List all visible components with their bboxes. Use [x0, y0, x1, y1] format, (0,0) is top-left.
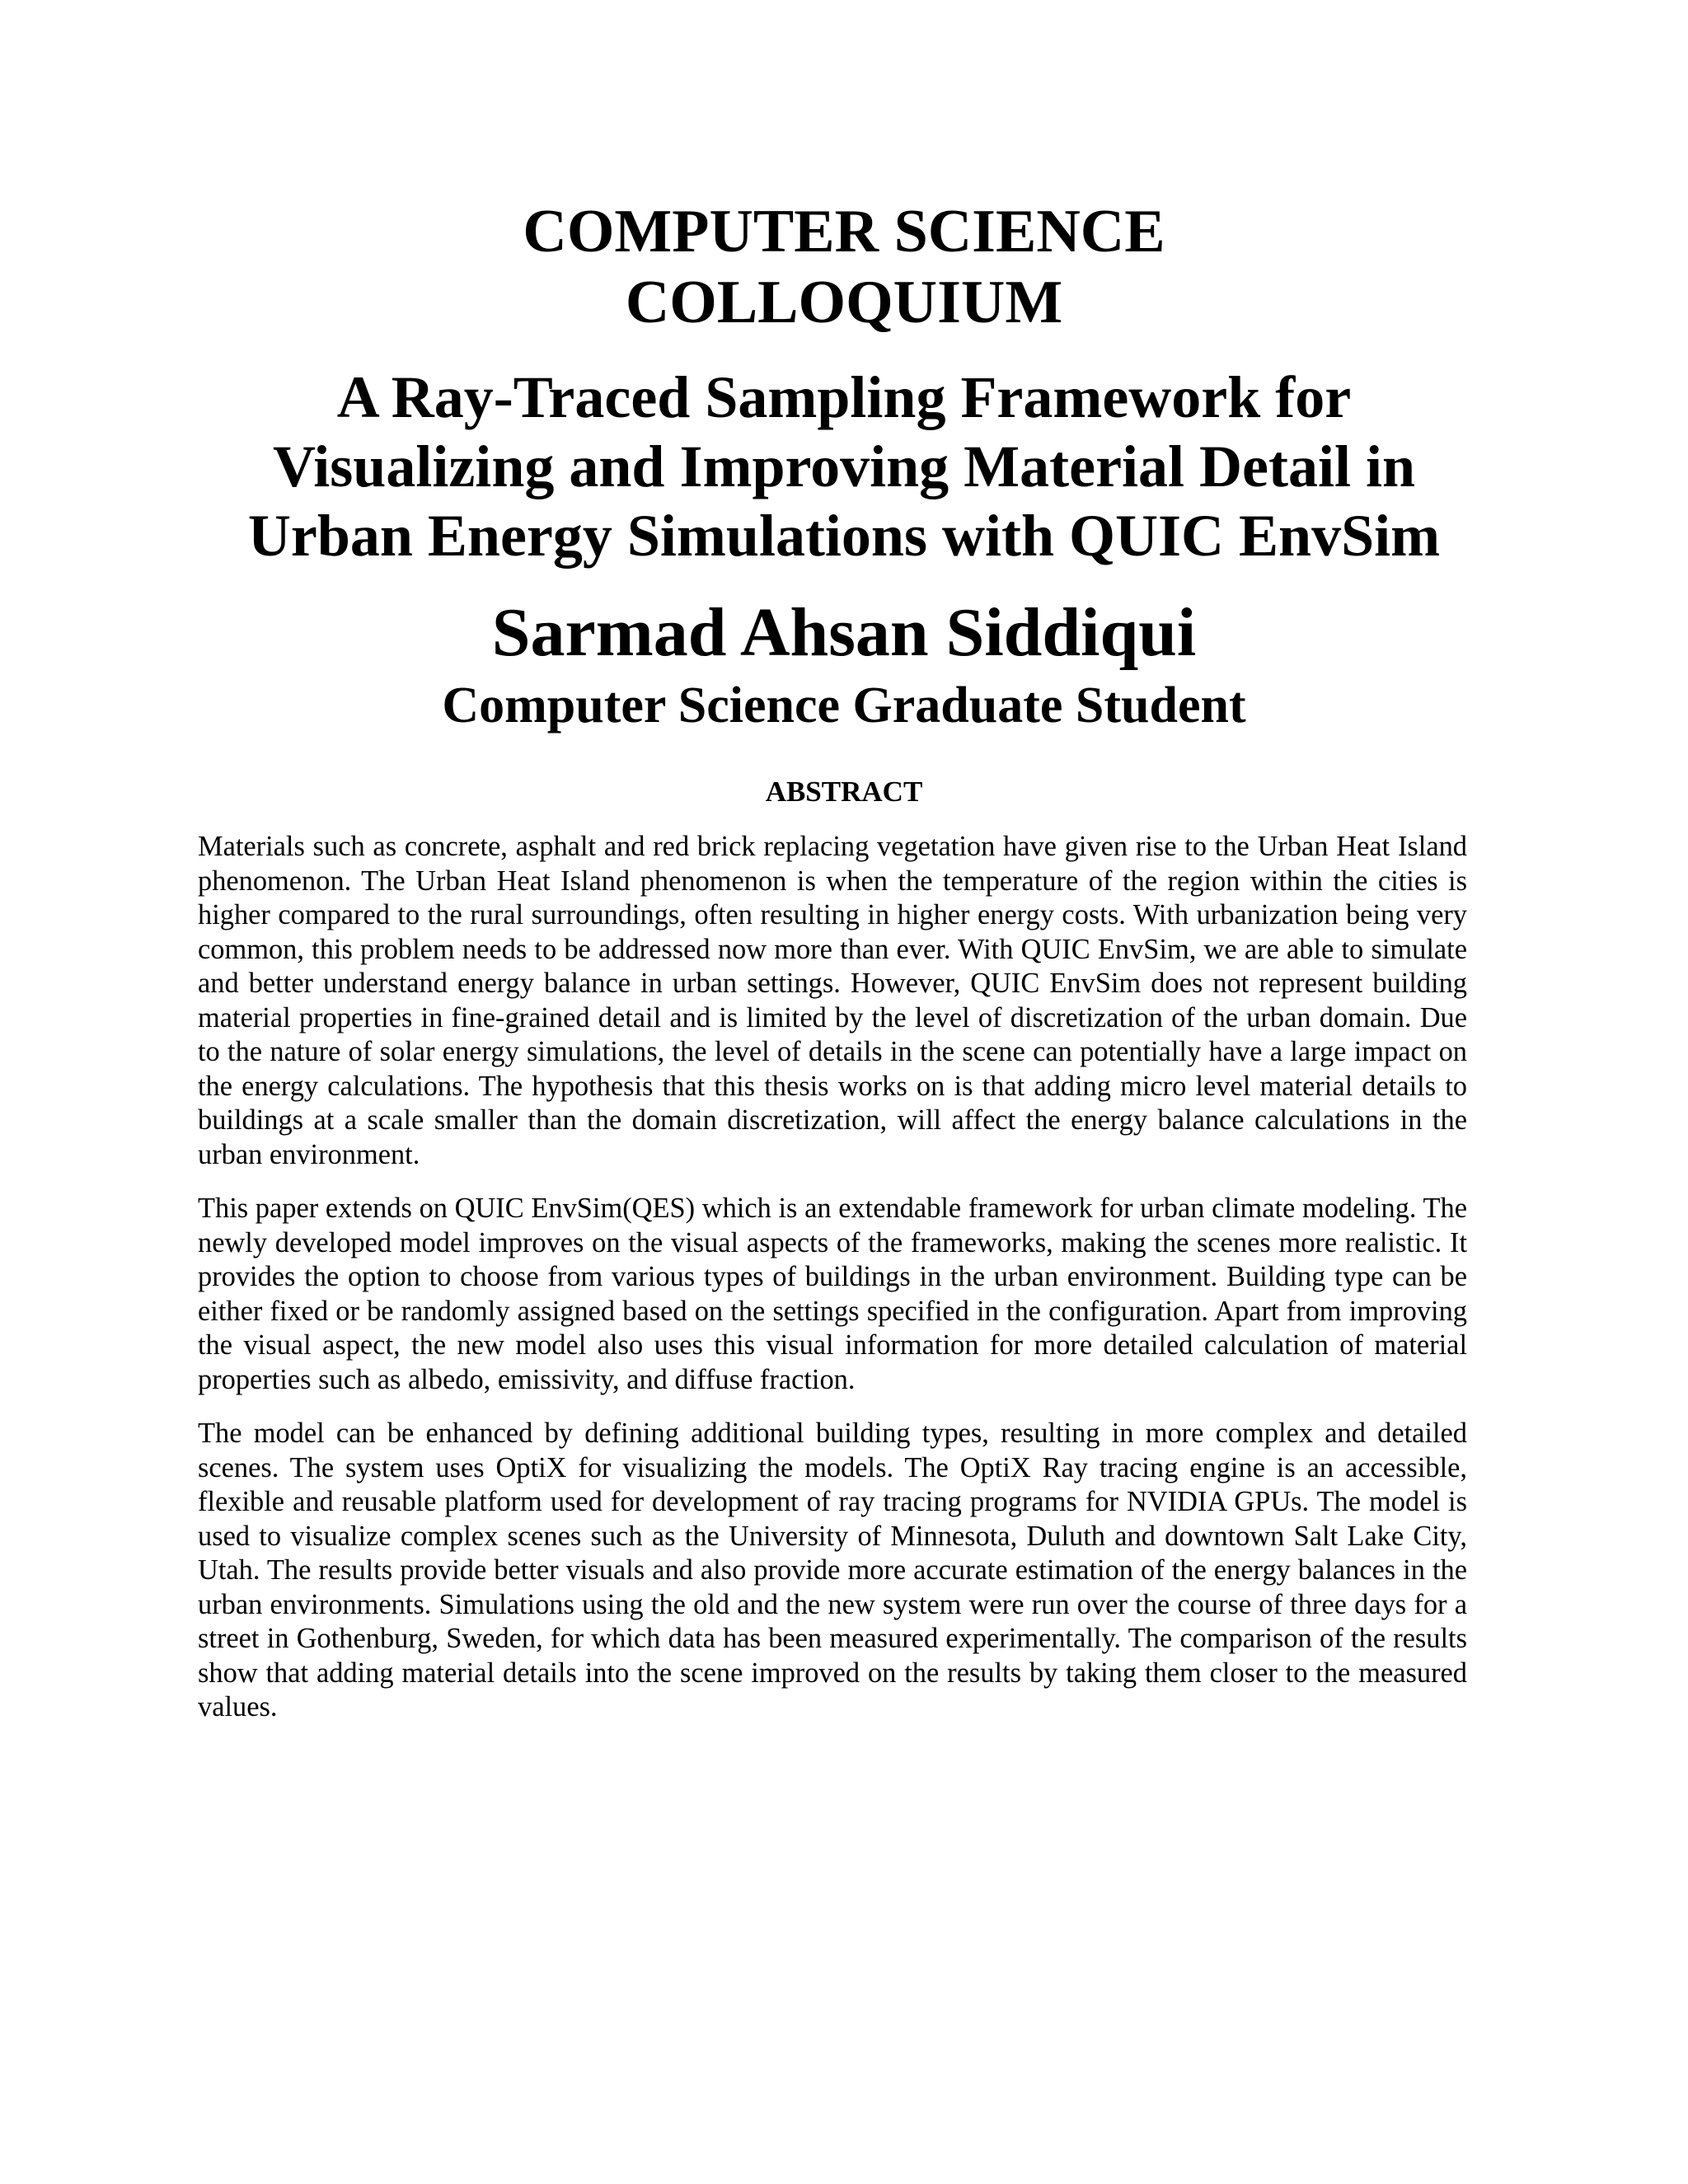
talk-title-line-2: Visualizing and Improving Material Detail in [272, 434, 1416, 499]
abstract-heading: ABSTRACT [765, 776, 923, 808]
abstract-paragraph-2: This paper extends on QUIC EnvSim(QES) which is an extendable framework for urban climate modeling. The newly developed model improves on the visual aspects of the frameworks, making the scenes more realistic. It provides the option to choose from various types of buildings in the urban environment. Building type can be either fixed or be randomly assigned based on the settings specified in the configuration. Apart from improving the visual aspect, the new model also uses this visual information for more detailed calculation of material properties such as albedo, emissivity, and diffuse fraction. [198, 1193, 1467, 1395]
colloquium-title-line-1: COMPUTER SCIENCE [523, 198, 1165, 265]
colloquium-title [0, 196, 1688, 338]
colloquium-title-line-2: COLLOQUIUM [625, 269, 1063, 336]
talk-title-line-1: A Ray-Traced Sampling Framework for [336, 364, 1352, 430]
abstract-paragraph-3: The model can be enhanced by defining additional building types, resulting in more complex and detailed scenes. The system uses OptiX for visualizing the models. The OptiX Ray tracing engine is an accessible, flexible and reusable platform used for development of ray tracing programs for NVIDIA GPUs. The model is used to visualize complex scenes such as the University of Minnesota, Duluth and downtown Salt Lake City, Utah. The results provide better visuals and also provide more accurate estimation of the energy balances in the urban environments. Simulations using the old and the new system were run over the course of three days for a street in Gothenburg, Sweden, for which data has been measured experimentally. The comparison of the results show that adding material details into the scene improved on the results by taking them closer to the measured values. [198, 1418, 1467, 1722]
speaker-role: Computer Science Graduate Student [442, 677, 1246, 733]
abstract-body [198, 830, 1467, 1745]
abstract-paragraph-1: Materials such as concrete, asphalt and red brick replacing vegetation have given rise to the Urban Heat Island phenomenon. The Urban Heat Island phenomenon is when the temperature of the region within the cities is higher compared to the rural surroundings, often resulting in higher energy costs. With urbanization being very common, this problem needs to be addressed now more than ever. With QUIC EnvSim, we are able to simulate and better understand energy balance in urban settings. However, QUIC EnvSim does not represent building material properties in fine-grained detail and is limited by the level of discretization of the urban domain. Due to the nature of solar energy simulations, the level of details in the scene can potentially have a large impact on the energy calculations. The hypothesis that this thesis works on is that adding micro level material details to buildings at a scale smaller than the domain discretization, will affect the energy balance calculations in the urban environment. [198, 831, 1467, 1170]
talk-title [0, 363, 1688, 570]
talk-title-line-3: Urban Energy Simulations with QUIC EnvSim [247, 503, 1441, 569]
speaker-name: Sarmad Ahsan Siddiqui [491, 594, 1197, 671]
